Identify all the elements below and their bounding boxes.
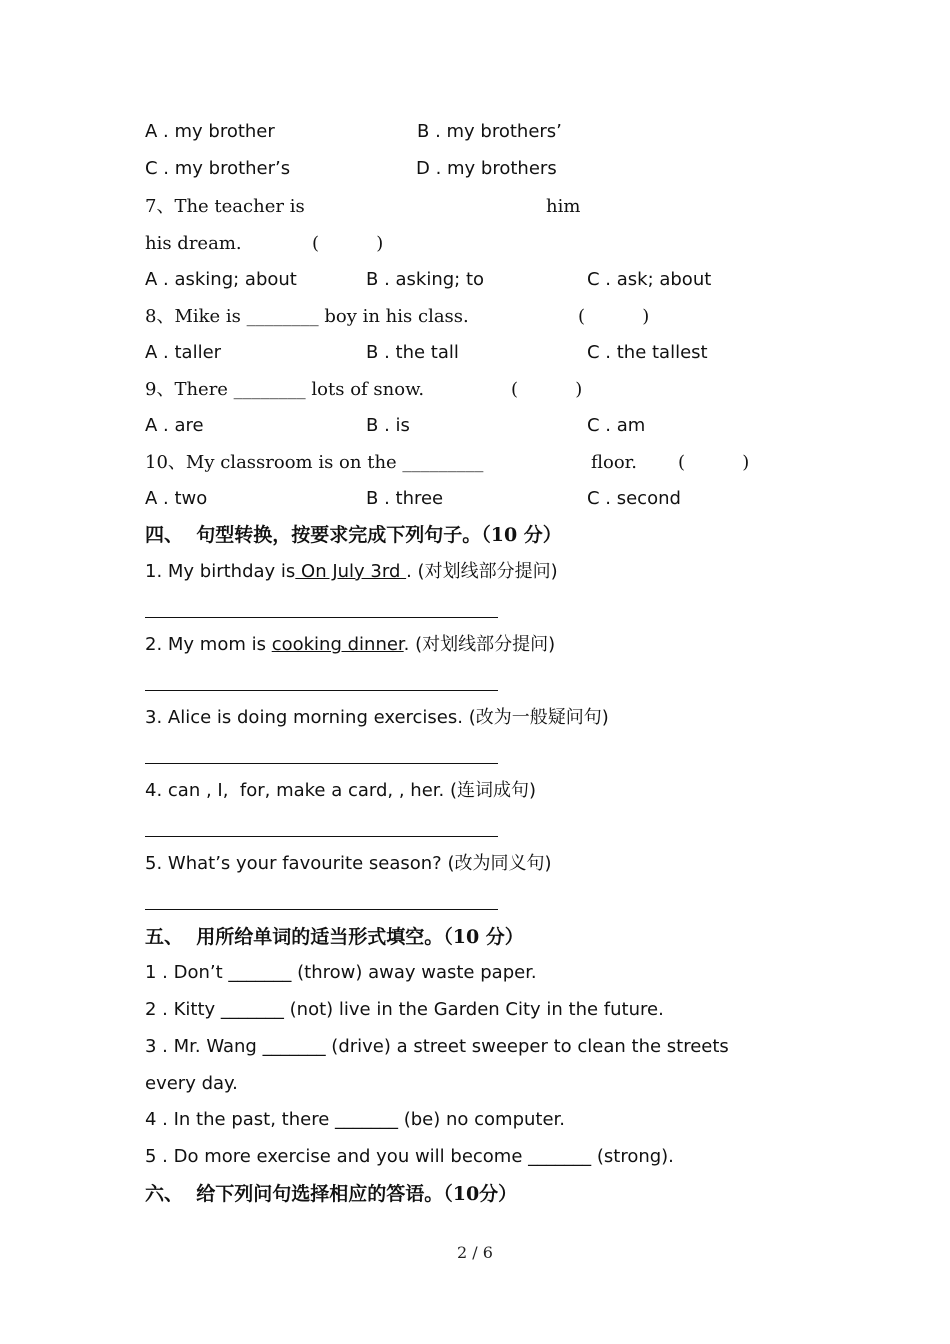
s5-item-3: 3 . Mr. Wang _______ (drive) a street sweeper to clean the streets bbox=[145, 1036, 729, 1057]
s5-item-5: 5 . Do more exercise and you will become _______ (strong). bbox=[145, 1146, 674, 1167]
s4-item-2-pre: 2. My mom is bbox=[145, 634, 272, 655]
s5-item-2: 2 . Kitty _______ (not) live in the Garden City in the future. bbox=[145, 999, 664, 1020]
page-number: 2 / 6 bbox=[457, 1243, 493, 1262]
q9-answer-paren: ( ) bbox=[511, 379, 583, 400]
q9-option-a: A . are bbox=[145, 415, 204, 436]
s4-item-2-underlined: cooking dinner bbox=[271, 634, 404, 655]
answer-line bbox=[145, 763, 498, 764]
q6-option-c: C . my brother’s bbox=[145, 158, 291, 179]
q6-option-b: B . my brothers’ bbox=[417, 121, 562, 142]
s4-item-5: 5. What’s your favourite season? (改为同义句) bbox=[145, 853, 552, 874]
q7-text-b: him bbox=[546, 196, 581, 217]
q7-text-c: his dream. bbox=[145, 233, 242, 254]
section4-heading: 四、 句型转换，按要求完成下列句子。（10 分） bbox=[145, 524, 562, 546]
q7-answer-paren: ( ) bbox=[312, 233, 384, 254]
s4-item-2 bbox=[145, 634, 555, 656]
s4-item-1-underlined: On July 3rd bbox=[295, 561, 407, 582]
s4-item-1 bbox=[145, 561, 558, 583]
q7-option-c: C . ask; about bbox=[587, 269, 712, 290]
answer-line bbox=[145, 909, 498, 910]
q10-text-a: 10、My classroom is on the _________ bbox=[145, 452, 484, 473]
q10-option-a: A . two bbox=[145, 488, 208, 509]
answer-line bbox=[145, 617, 498, 618]
q10-option-c: C . second bbox=[587, 488, 681, 509]
q10-option-b: B . three bbox=[366, 488, 444, 509]
q10-answer-paren: ( ) bbox=[678, 452, 750, 473]
s5-item-4: 4 . In the past, there _______ (be) no computer. bbox=[145, 1109, 566, 1130]
q9-text: 9、There ________ lots of snow. bbox=[145, 379, 425, 400]
q8-option-c: C . the tallest bbox=[587, 342, 708, 363]
answer-line bbox=[145, 690, 498, 691]
s5-item-3-cont: every day. bbox=[145, 1073, 238, 1094]
section5-heading: 五、 用所给单词的适当形式填空。（10 分） bbox=[145, 926, 524, 948]
s4-item-3: 3. Alice is doing morning exercises. (改为一般疑问句) bbox=[145, 707, 609, 728]
section6-heading: 六、 给下列问句选择相应的答语。（10分） bbox=[145, 1183, 518, 1205]
q7-option-b: B . asking; to bbox=[366, 269, 485, 290]
q8-option-a: A . taller bbox=[145, 342, 222, 363]
q7-text-a: 7、The teacher is bbox=[145, 196, 305, 217]
s4-item-4: 4. can , I, for, make a card, , her. (连词成句) bbox=[145, 780, 536, 801]
answer-line bbox=[145, 836, 498, 837]
s5-item-1: 1 . Don’t _______ (throw) away waste paper. bbox=[145, 962, 537, 983]
q8-answer-paren: ( ) bbox=[578, 306, 650, 327]
q6-option-a: A . my brother bbox=[145, 121, 275, 142]
q6-option-d: D . my brothers bbox=[416, 158, 557, 179]
s4-item-1-pre: 1. My birthday is bbox=[145, 561, 296, 582]
s4-item-2-post: . (对划线部分提问) bbox=[403, 634, 556, 655]
q7-option-a: A . asking; about bbox=[145, 269, 297, 290]
s4-item-1-post: . (对划线部分提问) bbox=[406, 561, 558, 582]
q8-text: 8、Mike is ________ boy in his class. bbox=[145, 306, 469, 327]
q9-option-c: C . am bbox=[587, 415, 646, 436]
q10-text-b: floor. bbox=[591, 452, 638, 473]
q9-option-b: B . is bbox=[366, 415, 410, 436]
q8-option-b: B . the tall bbox=[366, 342, 459, 363]
